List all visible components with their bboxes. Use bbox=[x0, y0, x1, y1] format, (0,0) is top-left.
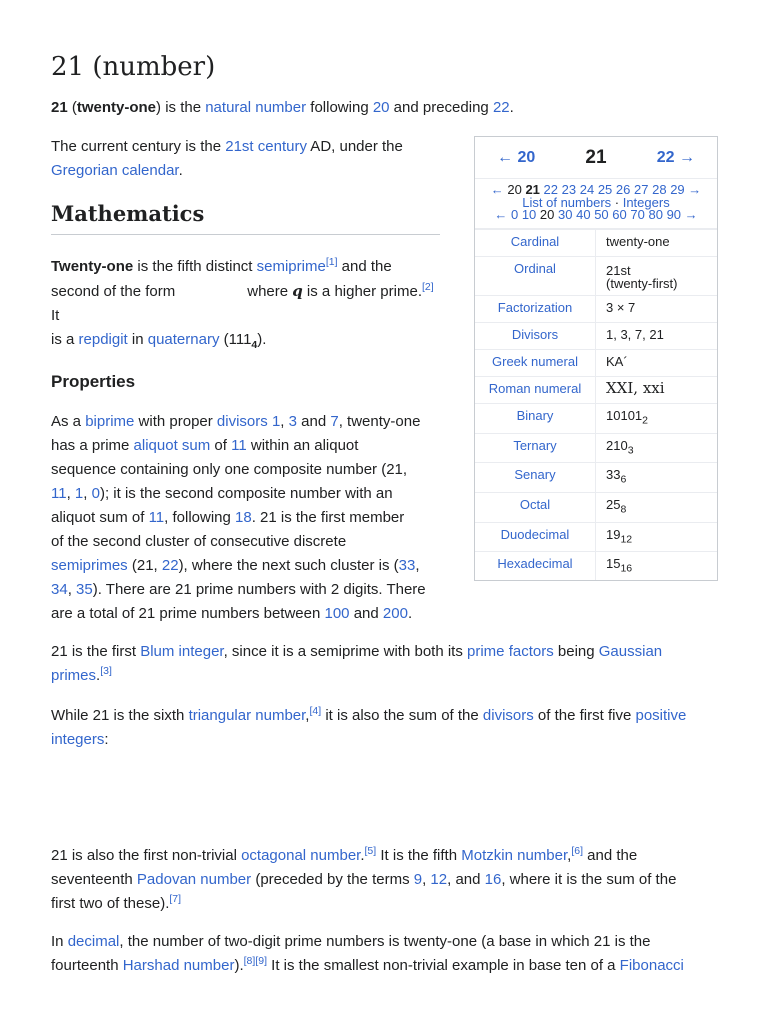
link-11[interactable]: 11 bbox=[51, 485, 67, 502]
ref-7[interactable]: [7] bbox=[169, 893, 182, 905]
math-variable-q: q bbox=[292, 282, 303, 300]
value-binary bbox=[595, 404, 717, 433]
century-text: The current century is the bbox=[51, 138, 226, 155]
value-senary-base: 6 bbox=[620, 473, 627, 486]
dec-20: 20 bbox=[539, 207, 555, 222]
link-divisors[interactable]: divisors bbox=[482, 707, 534, 724]
dec-30[interactable]: 30 bbox=[558, 207, 573, 222]
props-text: , following bbox=[164, 509, 236, 526]
infobox-row-cardinal bbox=[475, 229, 717, 256]
link-gaussian[interactable]: Gaussian bbox=[598, 643, 663, 660]
props-text: , bbox=[66, 485, 75, 502]
oct-text: , and bbox=[447, 871, 485, 888]
seq-23[interactable]: 23 bbox=[561, 182, 577, 197]
dec-80[interactable]: 80 bbox=[648, 207, 663, 222]
label-binary[interactable]: Binary bbox=[516, 407, 554, 423]
intro-text: and preceding bbox=[389, 99, 493, 116]
link-octagonal-number[interactable]: octagonal number bbox=[241, 847, 361, 864]
props-text: are a total of 21 prime numbers between bbox=[51, 605, 325, 622]
link-semiprime[interactable]: semiprime bbox=[256, 258, 326, 275]
value-factorization: 3 × 7 bbox=[595, 296, 717, 322]
props-text: and bbox=[349, 605, 383, 622]
value-hexadecimal-digits: 15 bbox=[606, 555, 621, 571]
infobox-current-number: 21 bbox=[585, 146, 607, 168]
props-text: , bbox=[415, 557, 420, 574]
dec-60[interactable]: 60 bbox=[612, 207, 627, 222]
century-text: AD, under the bbox=[306, 138, 403, 155]
link-7[interactable]: 7 bbox=[330, 413, 339, 430]
dec-right-arrow[interactable]: → bbox=[684, 207, 698, 222]
link-1[interactable]: 1 bbox=[74, 485, 84, 502]
value-ordinal-line2: (twenty-first) bbox=[606, 275, 678, 291]
link-triangular-number[interactable]: triangular number bbox=[188, 707, 306, 724]
props-text: has a prime bbox=[51, 437, 134, 454]
infobox-prev-link[interactable]: ← 20 bbox=[497, 148, 536, 166]
value-greek-numeral: ΚΑ´ bbox=[595, 350, 717, 376]
blum-paragraph bbox=[51, 640, 721, 688]
link-integers[interactable]: integers bbox=[51, 731, 105, 748]
seq-20[interactable]: 20 bbox=[507, 182, 522, 197]
value-ternary-digits: 210 bbox=[606, 437, 628, 453]
math-text: second of the form bbox=[51, 283, 176, 300]
value-binary-base: 2 bbox=[642, 414, 648, 427]
props-text: with proper bbox=[134, 413, 217, 430]
math-bold: Twenty-one bbox=[51, 258, 134, 275]
props-text: . 21 is the first member bbox=[251, 509, 405, 526]
value-hexadecimal bbox=[595, 552, 717, 580]
math-text: It bbox=[51, 307, 60, 324]
label-hexadecimal[interactable]: Hexadecimal bbox=[497, 555, 573, 571]
infobox-next-link[interactable]: 22 → bbox=[656, 148, 695, 166]
props-text: , twenty-one bbox=[338, 413, 421, 430]
link-11[interactable]: 11 bbox=[231, 437, 247, 454]
link-motzkin-number[interactable]: Motzkin number bbox=[461, 847, 568, 864]
link-16[interactable]: 16 bbox=[484, 871, 502, 888]
label-factorization[interactable]: Factorization bbox=[497, 299, 573, 315]
ref-8[interactable]: [8] bbox=[243, 955, 256, 967]
link-semiprimes[interactable]: semiprimes bbox=[51, 557, 128, 574]
value-hexadecimal-base: 16 bbox=[620, 562, 633, 575]
intro-text: . bbox=[509, 99, 514, 116]
blum-text: , since it is a semiprime with both its bbox=[223, 643, 468, 660]
dec-text: fourteenth bbox=[51, 957, 123, 974]
link-padovan-number[interactable]: Padovan number bbox=[136, 871, 252, 888]
dec-90[interactable]: 90 bbox=[666, 207, 682, 222]
decimal-paragraph bbox=[51, 930, 731, 978]
props-text: As a bbox=[51, 413, 86, 430]
label-greek-numeral[interactable]: Greek numeral bbox=[492, 353, 578, 369]
props-text: of bbox=[210, 437, 232, 454]
link-9[interactable]: 9 bbox=[413, 871, 423, 888]
oct-text: , bbox=[422, 871, 431, 888]
label-divisors[interactable]: Divisors bbox=[511, 326, 559, 342]
props-text: (21, bbox=[127, 557, 162, 574]
link-34[interactable]: 34 bbox=[51, 581, 68, 598]
link-3[interactable]: 3 bbox=[288, 413, 297, 430]
link-biprime[interactable]: biprime bbox=[85, 413, 135, 430]
math-text: in bbox=[127, 331, 148, 348]
page-title: 21 (number) bbox=[51, 52, 216, 82]
dec-text: In bbox=[51, 933, 68, 950]
dec-text: It is the smallest non-trivial example in base ten of a bbox=[267, 957, 620, 974]
ref-3[interactable]: [3] bbox=[100, 665, 112, 677]
link-integers[interactable]: Integers bbox=[622, 194, 670, 210]
infobox-row-hexadecimal bbox=[475, 551, 717, 580]
separator-dot: · bbox=[611, 194, 623, 210]
value-ternary bbox=[595, 434, 717, 462]
link-decimal[interactable]: decimal bbox=[67, 933, 120, 950]
value-duodecimal-digits: 19 bbox=[606, 526, 621, 542]
oct-text: , where it is the sum of the bbox=[501, 871, 677, 888]
label-senary[interactable]: Senary bbox=[514, 466, 556, 482]
value-roman-numeral: XXI, xxi bbox=[595, 377, 717, 403]
seq-21: 21 bbox=[525, 182, 540, 197]
math-text: is the fifth distinct bbox=[133, 258, 257, 275]
link-21st-century[interactable]: 21st century bbox=[225, 138, 307, 155]
seq-28[interactable]: 28 bbox=[652, 182, 667, 197]
dec-70[interactable]: 70 bbox=[630, 207, 645, 222]
label-ternary[interactable]: Ternary bbox=[513, 437, 557, 453]
math-text: is a higher prime. bbox=[302, 283, 422, 300]
dec-left-arrow[interactable]: ← bbox=[494, 207, 508, 222]
value-binary-digits: 10101 bbox=[606, 407, 643, 423]
math-paragraph bbox=[51, 255, 441, 352]
tri-text: : bbox=[104, 731, 109, 748]
oct-text: It is the fifth bbox=[376, 847, 462, 864]
century-paragraph bbox=[51, 135, 431, 183]
infobox-decade-line bbox=[479, 209, 713, 222]
properties-paragraph bbox=[51, 410, 446, 626]
seq-29[interactable]: 29 bbox=[670, 182, 685, 197]
intro-bold-number: 21 bbox=[51, 99, 68, 116]
ref-5[interactable]: [5] bbox=[364, 845, 377, 857]
props-text: ); it is the second composite number with an bbox=[99, 485, 393, 502]
tri-text: While 21 is the sixth bbox=[51, 707, 189, 724]
link-prime-factors[interactable]: prime factors bbox=[467, 643, 554, 660]
blum-text: . bbox=[96, 667, 101, 684]
infobox-row-factorization bbox=[475, 295, 717, 322]
math-subscript: 4 bbox=[251, 339, 258, 351]
seq-right-arrow[interactable]: → bbox=[688, 182, 702, 197]
infobox-row-ordinal bbox=[475, 256, 717, 295]
link-18[interactable]: 18 bbox=[235, 509, 252, 526]
ref-4[interactable]: [4] bbox=[309, 705, 322, 717]
label-duodecimal[interactable]: Duodecimal bbox=[500, 526, 570, 542]
seq-24[interactable]: 24 bbox=[579, 182, 595, 197]
link-list-of-numbers[interactable]: List of numbers bbox=[522, 194, 612, 210]
number-infobox bbox=[474, 136, 718, 581]
dec-10[interactable]: 10 bbox=[521, 207, 537, 222]
value-octal-digits: 25 bbox=[606, 496, 621, 512]
label-ordinal[interactable]: Ordinal bbox=[514, 260, 556, 276]
value-senary-digits: 33 bbox=[606, 466, 621, 482]
link-harshad-number[interactable]: Harshad number bbox=[122, 957, 235, 974]
century-text: . bbox=[178, 162, 183, 179]
seq-27[interactable]: 27 bbox=[634, 182, 649, 197]
value-divisors: 1, 3, 7, 21 bbox=[595, 323, 717, 349]
link-positive[interactable]: positive bbox=[635, 707, 687, 724]
tri-text: , bbox=[305, 707, 310, 724]
link-fibonacci[interactable]: Fibonacci bbox=[619, 957, 684, 974]
link-20[interactable]: 20 bbox=[372, 99, 390, 116]
infobox-row-octal bbox=[475, 492, 717, 522]
value-cardinal: twenty-one bbox=[595, 230, 717, 256]
label-roman-numeral[interactable]: Roman numeral bbox=[488, 380, 582, 396]
props-text: and bbox=[296, 413, 331, 430]
math-text: where bbox=[247, 283, 293, 300]
dec-50[interactable]: 50 bbox=[594, 207, 609, 222]
ref-2[interactable]: [2] bbox=[421, 281, 434, 293]
seq-25[interactable]: 25 bbox=[597, 182, 613, 197]
label-cardinal[interactable]: Cardinal bbox=[510, 233, 560, 249]
value-senary bbox=[595, 463, 717, 492]
link-100[interactable]: 100 bbox=[324, 605, 350, 622]
props-text: , bbox=[67, 581, 77, 598]
dec-text: , the number of two-digit prime numbers is twenty-one (a base in which 21 is the bbox=[119, 933, 651, 950]
intro-text: following bbox=[306, 99, 373, 116]
octagonal-paragraph bbox=[51, 844, 731, 916]
dec-0[interactable]: 0 bbox=[510, 207, 519, 222]
link-primes[interactable]: primes bbox=[51, 667, 97, 684]
infobox-row-binary bbox=[475, 403, 717, 433]
value-octal-base: 8 bbox=[620, 503, 627, 516]
props-text: sequence containing only one composite number (21, bbox=[51, 461, 408, 478]
triangular-paragraph bbox=[51, 704, 731, 752]
intro-paragraph bbox=[51, 96, 514, 120]
infobox-row-roman bbox=[475, 376, 717, 403]
oct-text: (preceded by the terms bbox=[251, 871, 414, 888]
link-22[interactable]: 22 bbox=[161, 557, 179, 574]
section-heading-mathematics: Mathematics bbox=[51, 201, 440, 235]
link-200[interactable]: 200 bbox=[382, 605, 408, 622]
props-text: of the second cluster of consecutive discrete bbox=[51, 533, 347, 550]
link-33[interactable]: 33 bbox=[398, 557, 416, 574]
props-text: aliquot sum of bbox=[51, 509, 149, 526]
link-divisors[interactable]: divisors bbox=[216, 413, 268, 430]
label-octal[interactable]: Octal bbox=[519, 496, 551, 512]
props-text: within an aliquot bbox=[246, 437, 359, 454]
seq-left-arrow[interactable]: ← bbox=[490, 182, 504, 197]
oct-text: . bbox=[360, 847, 365, 864]
link-repdigit[interactable]: repdigit bbox=[78, 331, 128, 348]
subheading-properties: Properties bbox=[51, 372, 136, 391]
link-0[interactable]: 0 bbox=[91, 485, 100, 502]
math-text: (111 bbox=[219, 331, 252, 348]
props-text: , bbox=[83, 485, 92, 502]
link-11[interactable]: 11 bbox=[148, 509, 165, 526]
infobox-row-duodecimal bbox=[475, 522, 717, 551]
link-aliquot-sum[interactable]: aliquot sum bbox=[133, 437, 211, 454]
oct-text: 21 is also the first non-trivial bbox=[51, 847, 242, 864]
props-text: ), where the next such cluster is ( bbox=[178, 557, 399, 574]
infobox-row-greek bbox=[475, 349, 717, 376]
seq-22[interactable]: 22 bbox=[543, 182, 558, 197]
dec-text: ). bbox=[234, 957, 244, 974]
value-octal bbox=[595, 493, 717, 522]
props-text: . bbox=[407, 605, 413, 622]
ref-6[interactable]: [6] bbox=[571, 845, 583, 857]
ref-1[interactable]: [1] bbox=[325, 256, 338, 268]
link-35[interactable]: 35 bbox=[76, 581, 93, 598]
math-text: and the bbox=[337, 258, 392, 275]
seq-26[interactable]: 26 bbox=[615, 182, 631, 197]
oct-text: , bbox=[567, 847, 572, 864]
value-duodecimal bbox=[595, 523, 717, 551]
tri-text: of the first five bbox=[533, 707, 636, 724]
intro-text: ) is the bbox=[156, 99, 206, 116]
blum-text: being bbox=[553, 643, 599, 660]
link-quaternary[interactable]: quaternary bbox=[147, 331, 220, 348]
infobox-number-lists bbox=[475, 179, 717, 229]
infobox-nav bbox=[475, 137, 717, 179]
infobox-row-ternary bbox=[475, 433, 717, 462]
math-text: ). bbox=[257, 331, 267, 348]
oct-text: first two of these). bbox=[51, 895, 170, 912]
blum-text: 21 is the first bbox=[51, 643, 141, 660]
link-natural-number[interactable]: natural number bbox=[205, 99, 307, 116]
link-22[interactable]: 22 bbox=[492, 99, 510, 116]
value-duodecimal-base: 12 bbox=[620, 533, 633, 546]
tri-text: it is also the sum of the bbox=[321, 707, 483, 724]
ref-9[interactable]: [9] bbox=[255, 955, 267, 967]
oct-text: and the bbox=[583, 847, 638, 864]
props-text: ). There are 21 prime numbers with 2 digits. There bbox=[92, 581, 426, 598]
value-ordinal bbox=[595, 257, 717, 295]
link-gregorian-calendar[interactable]: Gregorian calendar bbox=[51, 162, 179, 179]
value-ternary-base: 3 bbox=[627, 444, 634, 457]
props-text: , bbox=[280, 413, 289, 430]
value-ordinal-line1: 21st bbox=[606, 262, 631, 278]
dec-40[interactable]: 40 bbox=[576, 207, 591, 222]
oct-text: seventeenth bbox=[51, 871, 137, 888]
infobox-row-senary bbox=[475, 462, 717, 492]
link-12[interactable]: 12 bbox=[430, 871, 448, 888]
math-text: is a bbox=[51, 331, 79, 348]
intro-text: ( bbox=[67, 99, 77, 116]
link-1[interactable]: 1 bbox=[271, 413, 281, 430]
infobox-row-divisors bbox=[475, 322, 717, 349]
link-blum-integer[interactable]: Blum integer bbox=[140, 643, 224, 660]
intro-bold-words: twenty-one bbox=[76, 99, 157, 116]
